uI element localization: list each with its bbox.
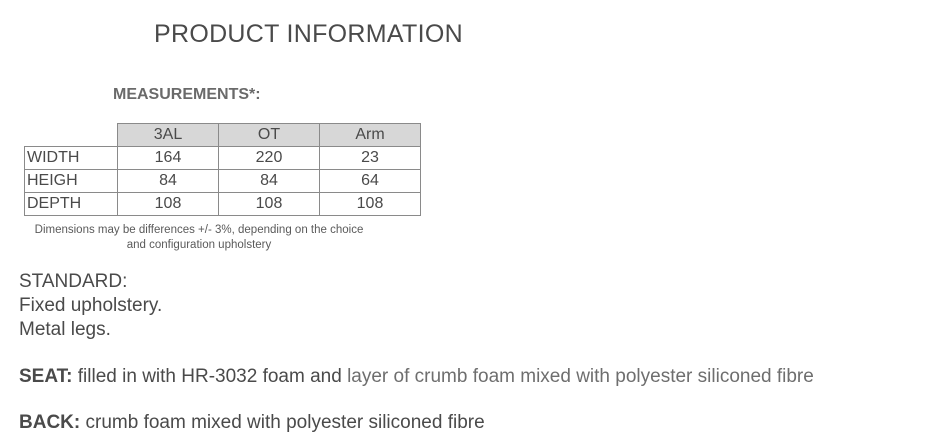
table-row (25, 170, 421, 193)
dimensions-note: Dimensions may be differences +/- 3%, depending on the choice and configuration upholstery (34, 224, 364, 251)
table-row (25, 193, 421, 216)
row-label: HEIGH (25, 170, 118, 193)
measurements-table (24, 123, 421, 216)
standard-section (19, 270, 162, 342)
table-row (25, 147, 421, 170)
table-cell: 84 (118, 170, 219, 193)
table-cell: 108 (219, 193, 320, 216)
back-text: crumb foam mixed with polyester siliconed fibre (85, 412, 485, 433)
table-cell: 64 (320, 170, 421, 193)
table-cell: 108 (118, 193, 219, 216)
standard-line: Fixed upholstery. (19, 295, 163, 316)
seat-label: SEAT: (19, 366, 73, 387)
row-label: WIDTH (25, 147, 118, 170)
back-description (19, 412, 485, 434)
standard-heading: STANDARD: (19, 271, 128, 292)
measurements-heading: MEASUREMENTS*: (113, 86, 261, 103)
table-header-row (25, 124, 421, 147)
table-cell: 164 (118, 147, 219, 170)
standard-line: Metal legs. (19, 319, 111, 340)
table-cell: 220 (219, 147, 320, 170)
seat-text: filled in with HR-3032 foam and (77, 366, 342, 387)
back-label: BACK: (19, 412, 81, 433)
column-header: 3AL (118, 124, 219, 147)
column-header: OT (219, 124, 320, 147)
table-corner-cell (25, 124, 118, 147)
table-cell: 23 (320, 147, 421, 170)
row-label: DEPTH (25, 193, 118, 216)
page-title: PRODUCT INFORMATION (154, 20, 463, 48)
table-cell: 108 (320, 193, 421, 216)
table-cell: 84 (219, 170, 320, 193)
seat-description (19, 366, 814, 388)
seat-text-secondary: layer of crumb foam mixed with polyester siliconed fibre (347, 366, 814, 387)
column-header: Arm (320, 124, 421, 147)
